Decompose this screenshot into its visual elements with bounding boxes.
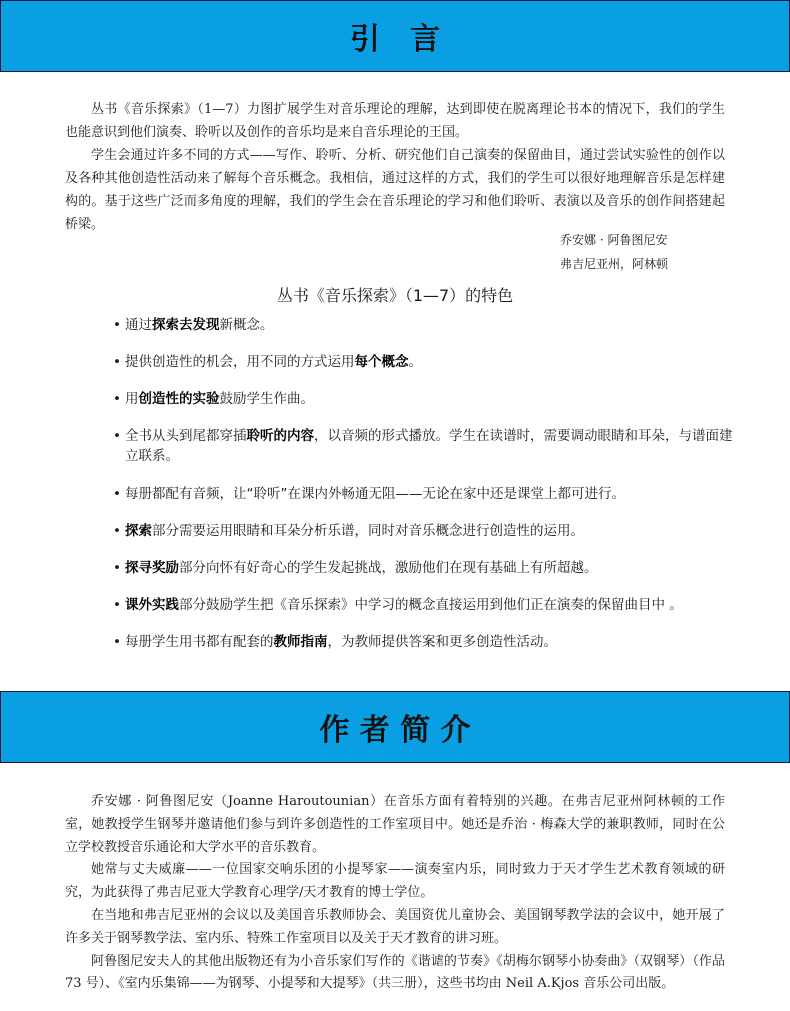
bullet-icon: • [113,634,121,650]
feature-text: 用 [125,391,139,407]
feature-highlight: 探索去发现 [152,317,220,333]
intro-banner [0,0,790,72]
bullet-icon: • [113,391,121,407]
features-title: 丛书《音乐探索》（1—7）的特色 [276,286,514,305]
feature-text: 每册都配有音频，让“聆听”在课内外畅通无阻——无论在家中还是课堂上都可进行。 [125,486,625,502]
feature-item [113,632,733,652]
feature-highlight: 探寻奖励 [125,560,179,576]
author-body [65,791,725,996]
feature-item [113,521,733,541]
feature-item [113,595,733,615]
feature-highlight: 课外实践 [125,597,179,613]
author-heading: 作 者 简 介 [319,713,471,748]
feature-highlight: 聆听的内容 [246,428,314,444]
feature-highlight: 探索 [125,523,152,539]
feature-text: 鼓励学生作曲。 [219,391,314,407]
feature-text: ，以音频的形式播放。学生在读谱时，需要调动眼睛和耳朵，与谱面建立联系。 [125,428,733,464]
intro-heading: 引 言 [350,22,440,57]
bullet-icon: • [113,486,121,502]
intro-paragraph: 丛书《音乐探索》（1—7）力图扩展学生对音乐理论的理解，达到即使在脱离理论书本的情况下，我们的学生也能意识到他们演奏、聆听以及创作的音乐均是来自音乐理论的王国。 [65,102,725,140]
bullet-icon: • [113,597,121,613]
feature-text: 部分向怀有好奇心的学生发起挑战，激励他们在现有基础上有所超越。 [179,560,598,576]
feature-text: 通过 [125,317,152,333]
feature-text: 部分需要运用眼睛和耳朵分析乐谱，同时对音乐概念进行创造性的运用。 [152,523,584,539]
author-paragraph: 她常与丈夫威廉——一位国家交响乐团的小提琴家——演奏室内乐，同时致力于天才学生艺术教育领域的研究，为此获得了弗吉尼亚大学教育心理学/天才教育的博士学位。 [65,862,725,901]
feature-item [113,389,733,409]
feature-text: 全书从头到尾都穿插 [125,428,247,444]
feature-item [113,426,733,466]
feature-highlight: 教师指南 [273,634,328,650]
author-paragraph: 在当地和弗吉尼亚州的会议以及美国音乐教师协会、美国资优儿童协会、美国钢琴教学法的会议中，她开展了许多关于钢琴教学法、室内乐、特殊工作室项目以及关于天才教育的讲习班。 [65,907,725,946]
feature-text: 每册学生用书都有配套的 [125,634,274,650]
feature-item [113,315,733,335]
feature-highlight: 每个概念 [354,354,409,370]
signature-name: 乔安娜 · 阿鲁图尼安 [560,233,668,247]
feature-list [113,315,733,669]
author-paragraph: 阿鲁图尼安夫人的其他出版物还有为小音乐家们写作的《谐谑的节奏》《胡梅尔钢琴小协奏曲》（双钢琴）（作品 73 号）、《室内乐集锦——为钢琴、小提琴和大提琴》（共三册），这些书均由 Neil A.Kjos 音乐公司出版。 [65,953,725,992]
signature-block [560,228,668,276]
feature-text: 部分鼓励学生把《音乐探索》中学习的概念直接运用到他们正在演奏的保留曲目中 。 [179,597,683,613]
feature-item [113,558,733,578]
bullet-icon: • [113,354,121,370]
feature-text: 提供创造性的机会，用不同的方式运用 [125,354,355,370]
feature-item [113,484,733,504]
feature-item [113,352,733,372]
intro-body [65,98,725,236]
intro-paragraph: 学生会通过许多不同的方式——写作、聆听、分析、研究他们自己演奏的保留曲目，通过尝试实验性的创作以及各种其他创造性活动来了解每个音乐概念。我相信，通过这样的方式，我们的学生可以很好地理解音乐是怎样建构的。基于这些广泛而多角度的理解，我们的学生会在音乐理论的学习和他们聆听、表演以及音乐的创作间搭建起桥梁。 [65,148,725,232]
bullet-icon: • [113,428,121,444]
author-paragraph: 乔安娜 · 阿鲁图尼安（Joanne Haroutounian）在音乐方面有着特别的兴趣。在弗吉尼亚州阿林顿的工作室，她教授学生钢琴并邀请他们参与到许多创造性的工作室项目中。她还是乔治 · 梅森大学的兼职教师，同时在公立学校教授音乐通论和大学水平的音乐教育。 [65,794,725,855]
feature-text: ，为教师提供答案和更多创造性活动。 [327,634,557,650]
feature-text: 。 [408,354,422,370]
bullet-icon: • [113,560,121,576]
bullet-icon: • [113,317,121,333]
author-banner [0,691,790,763]
feature-highlight: 创造性的实验 [138,391,220,407]
signature-place: 弗吉尼亚州，阿林顿 [560,257,669,271]
feature-text: 新概念。 [219,317,274,333]
bullet-icon: • [113,523,121,539]
